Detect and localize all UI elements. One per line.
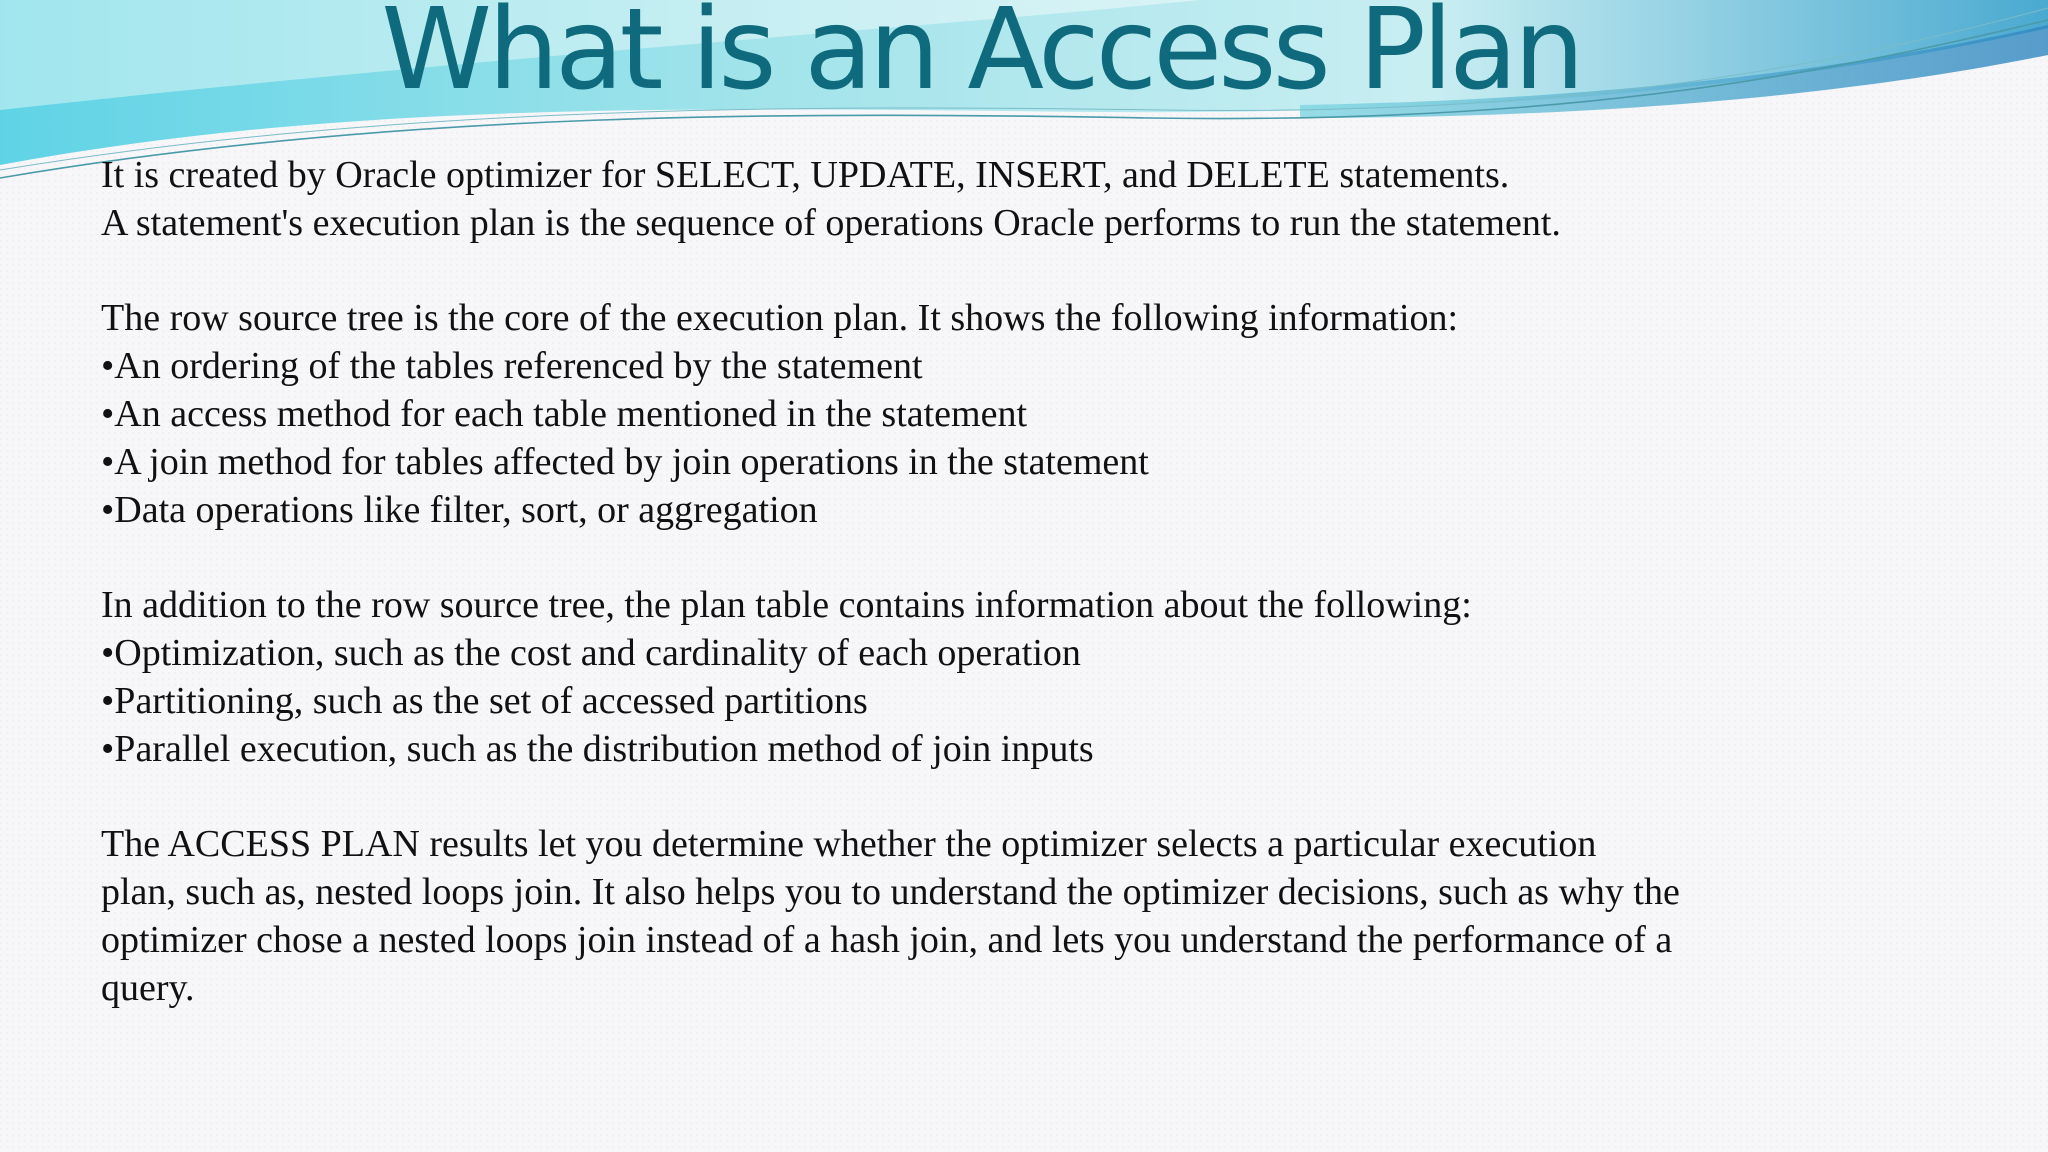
paragraph-spacer bbox=[101, 248, 1981, 296]
bullet-item: •Optimization, such as the cost and cardinality of each operation bbox=[101, 631, 1081, 674]
slide-title: What is an Access Plan bbox=[381, 0, 1581, 115]
paragraph-line: plan, such as, nested loops join. It also helps you to understand the optimizer decisions, such as why the bbox=[101, 870, 1680, 913]
paragraph-spacer bbox=[101, 534, 1981, 582]
bullet-item: •An ordering of the tables referenced by the statement bbox=[101, 345, 923, 388]
paragraph-line: It is created by Oracle optimizer for SELECT, UPDATE, INSERT, and DELETE statements. bbox=[101, 154, 1510, 196]
bullet-item: •Data operations like filter, sort, or aggregation bbox=[101, 488, 818, 531]
slide-body bbox=[101, 152, 1981, 1012]
paragraph-line: A statement's execution plan is the sequence of operations Oracle performs to run the statement. bbox=[101, 201, 1561, 244]
paragraph-line: The ACCESS PLAN results let you determine whether the optimizer selects a particular execution bbox=[101, 823, 1597, 866]
bullet-item: •An access method for each table mentioned in the statement bbox=[101, 392, 1028, 435]
section-intro: The row source tree is the core of the execution plan. It shows the following information: bbox=[101, 297, 1459, 340]
paragraph-line: query. bbox=[101, 966, 195, 1009]
paragraph-spacer bbox=[101, 773, 1981, 821]
bullet-item: •Partitioning, such as the set of accessed partitions bbox=[101, 679, 868, 722]
section-intro: In addition to the row source tree, the plan table contains information about the following: bbox=[101, 584, 1472, 627]
bullet-item: •Parallel execution, such as the distribution method of join inputs bbox=[101, 727, 1094, 770]
bullet-item: •A join method for tables affected by join operations in the statement bbox=[101, 440, 1149, 483]
paragraph-line: optimizer chose a nested loops join instead of a hash join, and lets you understand the performance of a bbox=[101, 918, 1673, 961]
